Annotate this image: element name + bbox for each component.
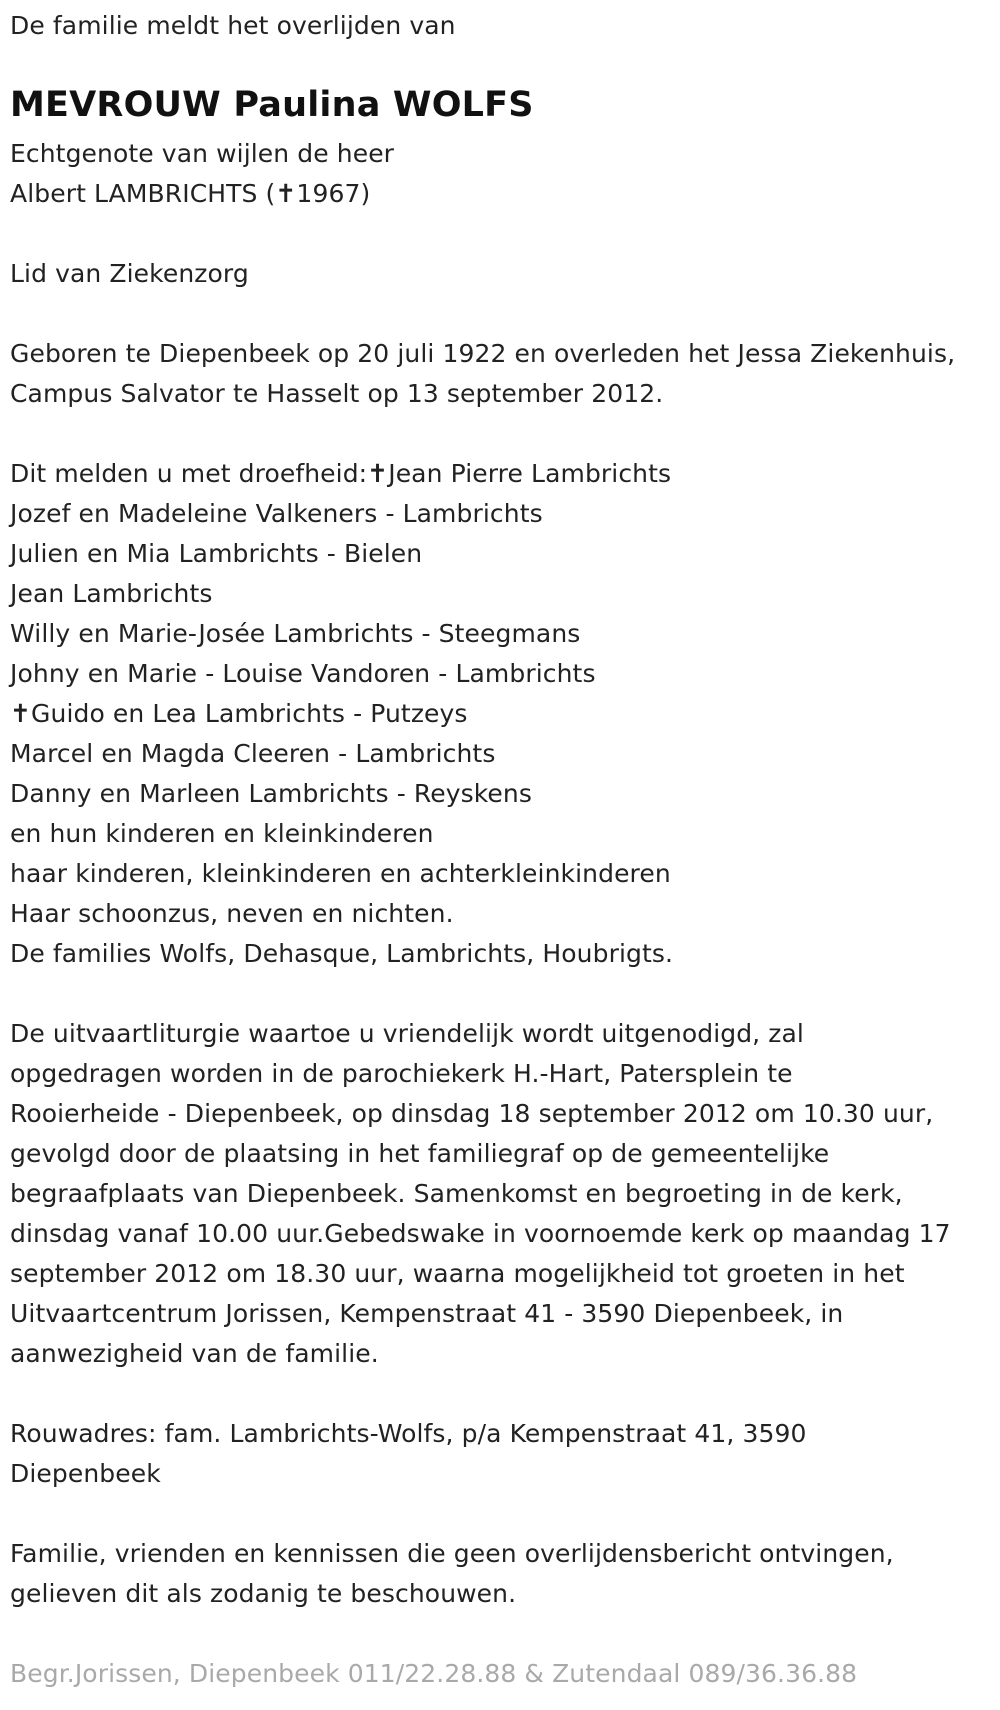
- funeral-home-footer: Begr.Jorissen, Diepenbeek 011/22.28.88 & Zutendaal 089/36.36.88: [10, 1659, 858, 1688]
- service-line: gevolgd door de plaatsing in het familiegraf op de gemeentelijke: [10, 1139, 830, 1168]
- service-line: Uitvaartcentrum Jorissen, Kempenstraat 41 - 3590 Diepenbeek, in: [10, 1299, 844, 1328]
- service-line: begraafplaats van Diepenbeek. Samenkomst en begroeting in de kerk,: [10, 1179, 903, 1208]
- mourner-line: Dit melden u met droefheid:✝Jean Pierre Lambrichts: [10, 459, 672, 488]
- mourning-address-section: [10, 1414, 807, 1494]
- mourner-line: Jean Lambrichts: [10, 579, 213, 608]
- mourner-line: Julien en Mia Lambrichts - Bielen: [10, 539, 423, 568]
- birth-death-section: [10, 334, 955, 414]
- address-line: Diepenbeek: [10, 1459, 161, 1488]
- notice-line: gelieven dit als zodanig te beschouwen.: [10, 1579, 517, 1608]
- membership-text: Lid van Ziekenzorg: [10, 259, 249, 288]
- mourner-line: Haar schoonzus, neven en nichten.: [10, 899, 454, 928]
- mourner-line: Danny en Marleen Lambrichts - Reyskens: [10, 779, 532, 808]
- service-line: september 2012 om 18.30 uur, waarna mogelijkheid tot groeten in het: [10, 1259, 905, 1288]
- service-line: dinsdag vanaf 10.00 uur.Gebedswake in voornoemde kerk op maandag 17: [10, 1219, 951, 1248]
- service-line: aanwezigheid van de familie.: [10, 1339, 379, 1368]
- mourner-line: De families Wolfs, Dehasque, Lambrichts, Houbrigts.: [10, 939, 674, 968]
- service-line: opgedragen worden in de parochiekerk H.-Hart, Patersplein te: [10, 1059, 793, 1088]
- notice-section: [10, 1534, 894, 1614]
- mourner-line: Johny en Marie - Louise Vandoren - Lambrichts: [10, 659, 596, 688]
- intro-text: De familie meldt het overlijden van: [10, 11, 456, 40]
- mourner-line: Willy en Marie-Josée Lambrichts - Steegmans: [10, 619, 581, 648]
- mourner-line: en hun kinderen en kleinkinderen: [10, 819, 434, 848]
- service-line: Rooierheide - Diepenbeek, op dinsdag 18 september 2012 om 10.30 uur,: [10, 1099, 934, 1128]
- service-line: De uitvaartliturgie waartoe u vriendelijk wordt uitgenodigd, zal: [10, 1019, 804, 1048]
- mourner-line: Jozef en Madeleine Valkeners - Lambrichts: [10, 499, 543, 528]
- spouse-line: Echtgenote van wijlen de heer: [10, 139, 395, 168]
- mourner-line: haar kinderen, kleinkinderen en achterkleinkinderen: [10, 859, 671, 888]
- mourner-line: ✝Guido en Lea Lambrichts - Putzeys: [10, 699, 468, 728]
- birth-death-line: Campus Salvator te Hasselt op 13 september 2012.: [10, 379, 664, 408]
- spouse-section: [10, 134, 394, 214]
- birth-death-line: Geboren te Diepenbeek op 20 juli 1922 en overleden het Jessa Ziekenhuis,: [10, 339, 956, 368]
- spouse-name-line: Albert LAMBRICHTS (✝1967): [10, 179, 371, 208]
- mourners-list: [10, 454, 673, 974]
- notice-line: Familie, vrienden en kennissen die geen overlijdensbericht ontvingen,: [10, 1539, 894, 1568]
- address-line: Rouwadres: fam. Lambrichts-Wolfs, p/a Kempenstraat 41, 3590: [10, 1419, 807, 1448]
- deceased-name: MEVROUW Paulina WOLFS: [10, 85, 534, 125]
- mourner-line: Marcel en Magda Cleeren - Lambrichts: [10, 739, 496, 768]
- funeral-service-section: [10, 1014, 951, 1374]
- membership-section: [10, 254, 249, 294]
